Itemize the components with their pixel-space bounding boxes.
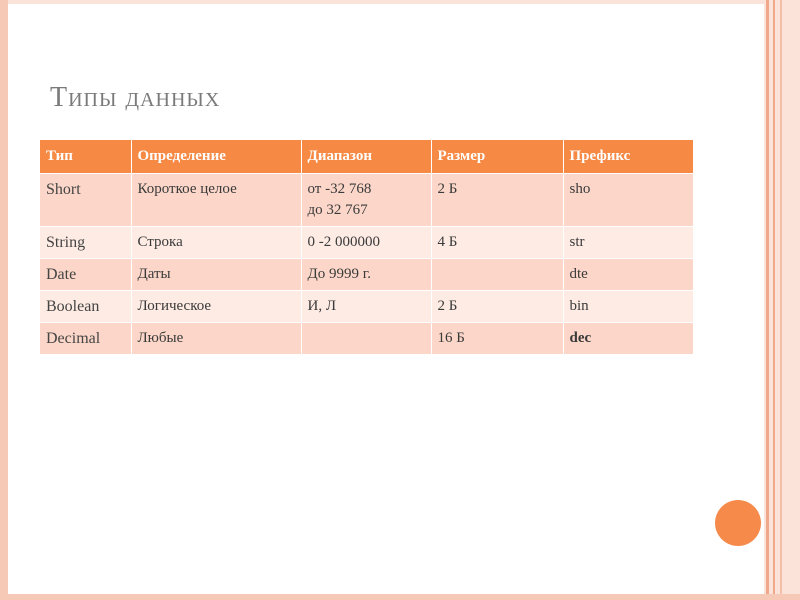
slide-title: Типы данных — [50, 82, 221, 113]
cell-definition: Короткое целое — [131, 174, 301, 227]
decorative-circle — [715, 500, 761, 546]
slide-border-right — [764, 0, 800, 600]
cell-type: String — [40, 227, 131, 259]
slide-border-line — [773, 0, 775, 600]
cell-range: И, Л — [301, 291, 431, 323]
cell-range: До 9999 г. — [301, 259, 431, 291]
cell-type: Date — [40, 259, 131, 291]
cell-prefix: sho — [563, 174, 693, 227]
slide-border-bottom — [0, 594, 800, 600]
cell-range: 0 -2 000000 — [301, 227, 431, 259]
cell-prefix: str — [563, 227, 693, 259]
table-row — [40, 259, 693, 291]
data-types-table — [40, 140, 694, 354]
cell-size: 4 Б — [431, 227, 563, 259]
cell-definition: Даты — [131, 259, 301, 291]
header-range: Диапазон — [301, 140, 431, 174]
cell-definition: Любые — [131, 323, 301, 355]
slide-border-line — [766, 0, 769, 600]
header-prefix: Префикс — [563, 140, 693, 174]
header-type: Тип — [40, 140, 131, 174]
slide-border-top — [0, 0, 800, 4]
header-definition: Определение — [131, 140, 301, 174]
cell-range-line2: до 32 767 — [307, 202, 368, 218]
cell-type: Short — [40, 174, 131, 227]
cell-prefix: bin — [563, 291, 693, 323]
slide-border-line — [780, 0, 782, 600]
cell-size: 2 Б — [431, 174, 563, 227]
cell-size — [431, 259, 563, 291]
cell-prefix: dte — [563, 259, 693, 291]
cell-range-line1: от -32 768 — [307, 181, 372, 197]
cell-definition: Строка — [131, 227, 301, 259]
header-size: Размер — [431, 140, 563, 174]
cell-range — [301, 323, 431, 355]
cell-type: Boolean — [40, 291, 131, 323]
table-row — [40, 323, 693, 355]
cell-prefix: dec — [563, 323, 693, 355]
cell-size: 16 Б — [431, 323, 563, 355]
cell-size: 2 Б — [431, 291, 563, 323]
table-row — [40, 174, 693, 227]
cell-range — [301, 174, 431, 227]
table-header-row — [40, 140, 693, 174]
cell-definition: Логическое — [131, 291, 301, 323]
table-row — [40, 227, 693, 259]
slide-border-left — [0, 0, 8, 600]
cell-type: Decimal — [40, 323, 131, 355]
table-row — [40, 291, 693, 323]
